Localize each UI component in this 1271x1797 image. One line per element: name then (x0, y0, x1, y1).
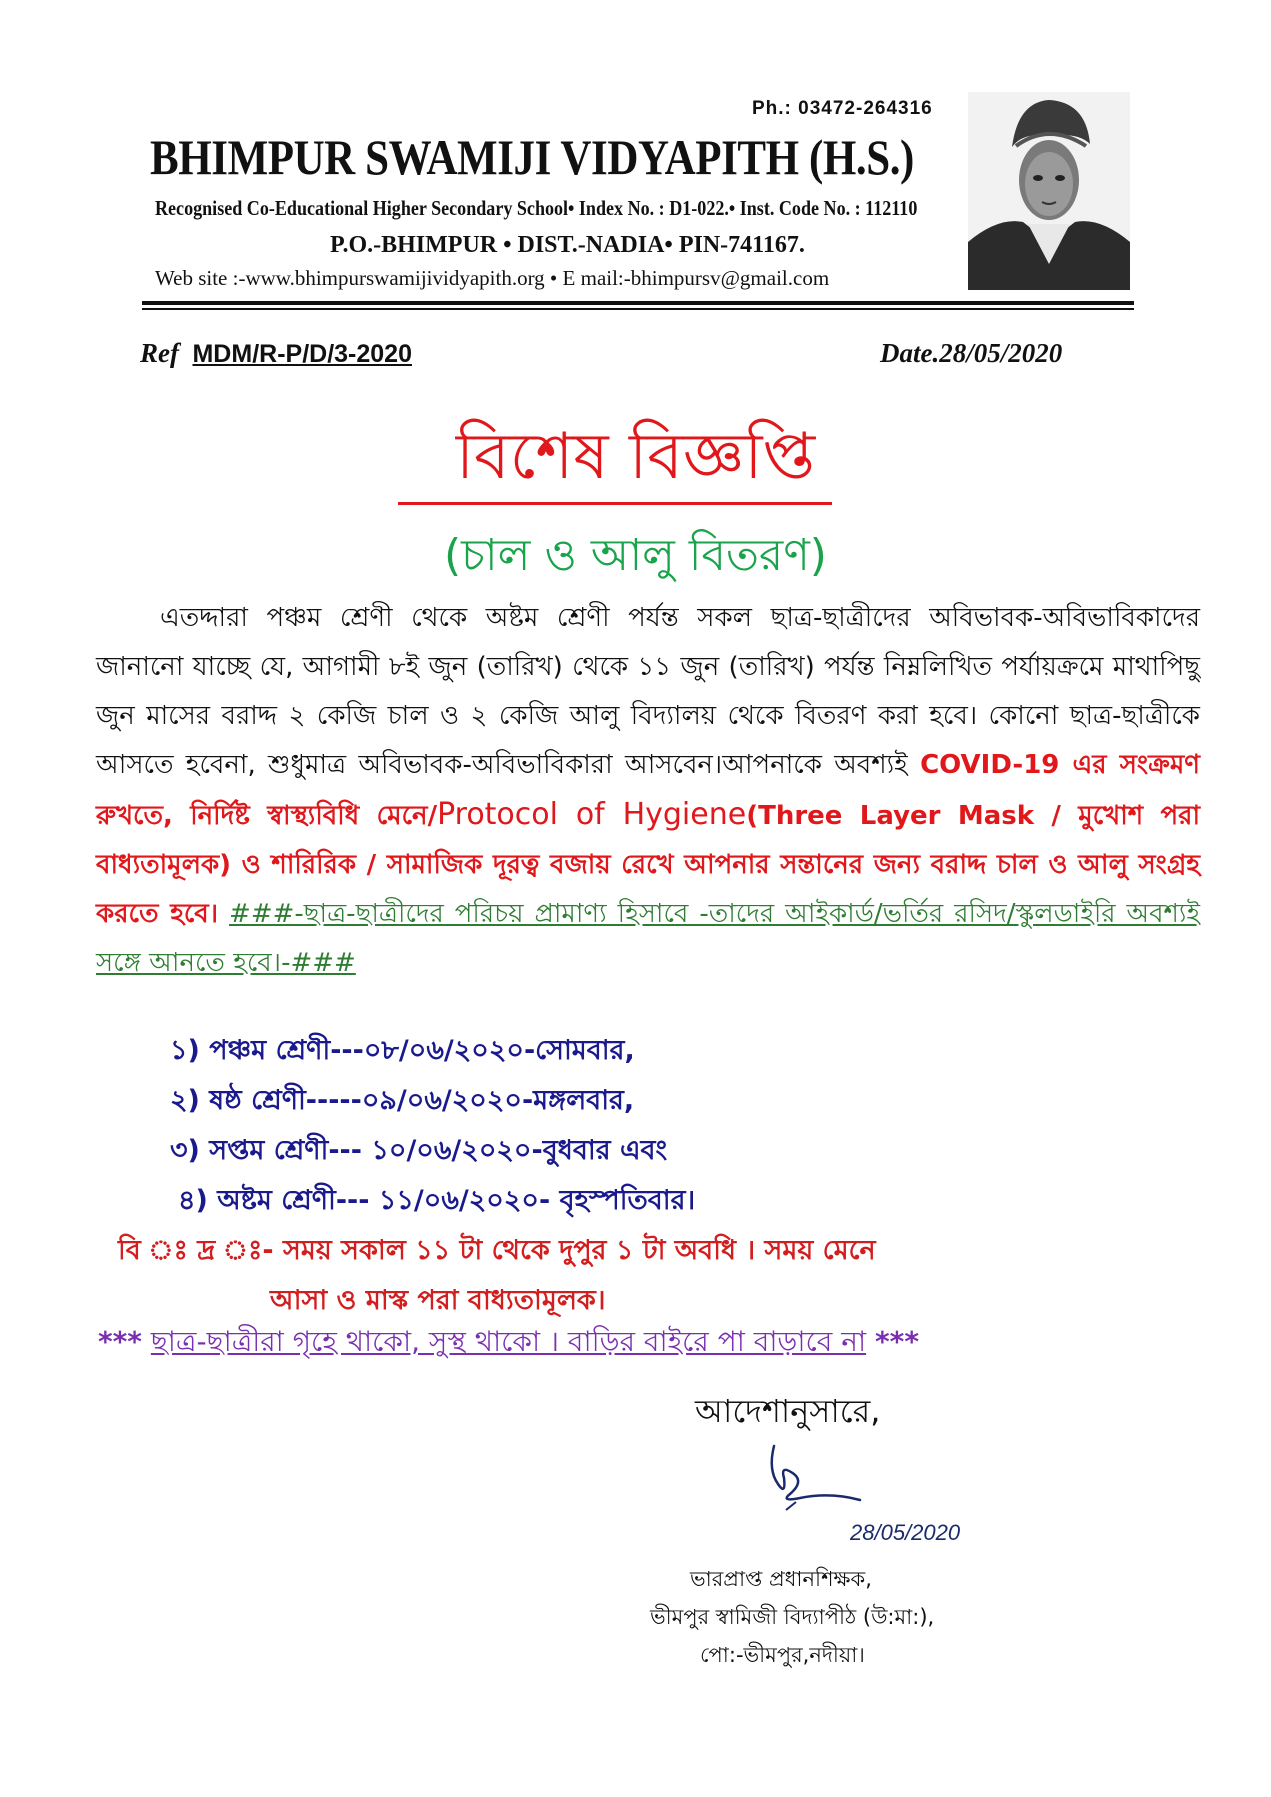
body-main: এতদ্দারা পঞ্চম শ্রেণী থেকে অষ্টম শ্রেণী পর্যন্ত সকল ছাত্র-ছাত্রীদের অবিভাবক-অবিভাবিকাদের জানানো যাচ্ছে যে, আগামী ৮ই জুন (তারিখ) থেকে ১১ জুন (তারিখ) পর্যন্ত নিম্নলিখিত পর্যায়ক্রমে মাথাপিছু জুন মাসের বরাদ্দ ২ কেজি চাল ও ২ কেজি আলু বিদ্যালয় থেকে বিতরণ করা হবে। কোনো ছাত্র-ছাত্রীকে আসতে হবেনা, শুধুমাত্র অবিভাবক-অবিভাবিকারা আসবেন।আপনাকে অবশ্যই (96, 603, 1200, 780)
stay-home-text: ছাত্র-ছাত্রীরা গৃহে থাকো, সুস্থ থাকো । বাড়ির বাইরে পা বাড়াবে না (150, 1325, 867, 1358)
note-line-2: আসা ও মাস্ক পরা বাধ্যতামূলক। (270, 1285, 606, 1316)
note-line-1: বি ঃ দ্র ঃ- সময় সকাল ১১ টা থেকে দুপুর ১ টা অবধি । সময় মেনে (118, 1235, 876, 1266)
signature-mark (760, 1440, 870, 1516)
headmaster-title: ভারপ্রাপ্ত প্রধানশিক্ষক, (690, 1567, 872, 1591)
portrait-image (968, 92, 1130, 290)
title-underline (398, 502, 832, 505)
notice-subtitle: (চাল ও আলু বিতরণ) (444, 530, 827, 581)
headmaster-block (650, 1560, 1070, 1674)
notice-date: Date.28/05/2020 (880, 338, 1063, 368)
stars-left: *** (98, 1325, 142, 1358)
address-line: P.O.-BHIMPUR • DIST.-NADIA• PIN-741167. (330, 232, 805, 258)
body-idcard: ###-ছাত্র-ছাত্রীদের পরিচয় প্রামাণ্য হিসাবে -তাদের আইকার্ড/ভর্তির রসিদ/স্কুলডাইরি অবশ্যই সঙ্গে আনতে হবে।-### (96, 899, 1200, 978)
ref-number: MDM/R-P/D/3-2020 (192, 340, 412, 368)
school-name: BHIMPUR SWAMIJI VIDYAPITH (H.S.) (150, 129, 914, 185)
recognition-line: Recognised Co-Educational Higher Secondary School• Index No. : D1-022.• Inst. Code No. : 112110 (155, 196, 918, 220)
notice-body (96, 594, 1200, 988)
list-item: ৩) সপ্তম শ্রেণী--- ১০/০৬/২০২০-বুধবার এবং (170, 1135, 668, 1166)
reference (140, 338, 412, 369)
notice-title: বিশেষ বিজ্ঞপ্তি (455, 420, 816, 494)
by-order: আদেশানুসারে, (695, 1392, 881, 1430)
list-item: ৪) অষ্টম শ্রেণী--- ১১/০৬/২০২০- বৃহস্পতিবার। (178, 1185, 696, 1216)
website-email-line: Web site :-www.bhimpurswamijividyapith.org • E mail:-bhimpursv@gmail.com (155, 266, 830, 290)
school-address-bengali: পো:-ভীমপুর,নদীয়া। (700, 1643, 865, 1667)
ref-label: Ref (140, 338, 179, 368)
stars-right: *** (875, 1325, 919, 1358)
stay-home-message (98, 1320, 919, 1367)
header-rule-thin (142, 308, 1134, 310)
body-covid: COVID-19 এর সংক্রমণ রুখতে, নির্দিষ্ট স্বাস্থ্যবিধি মেনে/ (96, 750, 1201, 831)
header-rule-thick (142, 301, 1134, 305)
body-mask: (Three Layer Mask / মুখোশ পরা বাধ্যতামূলক) ও শারিরিক / সামাজিক দূরত্ব বজায় রেখে আপনার সন্তানের জন্য বরাদ্দ চাল ও আলু সংগ্রহ করতে হবে। (96, 801, 1201, 929)
body-protocol: Protocol of Hygiene (437, 797, 747, 832)
signature-date: 28/05/2020 (850, 1520, 961, 1545)
phone-number: Ph.: 03472-264316 (752, 98, 933, 119)
list-item: ১) পঞ্চম শ্রেণী---০৮/০৬/২০২০-সোমবার, (170, 1035, 635, 1066)
schedule-list (170, 1026, 695, 1226)
special-note (118, 1226, 876, 1326)
school-name-bengali: ভীমপুর স্বামিজী বিদ্যাপীঠ (উ:মা:), (650, 1605, 935, 1629)
list-item: ২) ষষ্ঠ শ্রেণী-----০৯/০৬/২০২০-মঙ্গলবার, (170, 1085, 635, 1116)
